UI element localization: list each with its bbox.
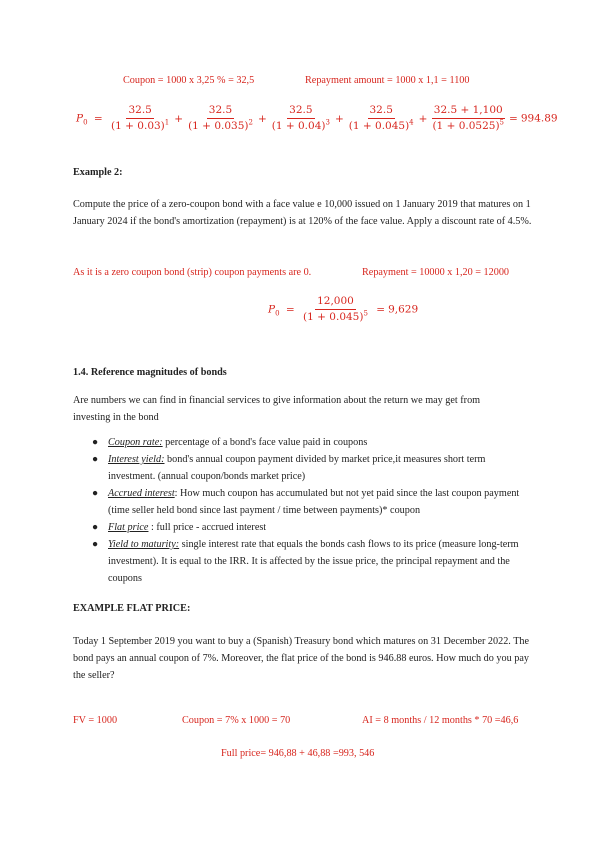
flat-price-body: Today 1 September 2019 you want to buy a (Spanish) Treasury bond which matures on 31 December 2022. The bond pays an annual coupon of 7%. Moreover, the flat price of the bond is 946.88 euros. How much do you pay the seller? (73, 636, 530, 681)
bullet-icon: ● (92, 488, 99, 499)
bullet-icon: ● (92, 522, 99, 533)
formula-lhs-sub: 0 (275, 309, 280, 318)
section-intro: Are numbers we can find in financial services to give information about the return we may get from investing in the bond (73, 395, 481, 423)
formula-term-4 (347, 104, 416, 133)
zero-coupon-formula (268, 295, 418, 324)
zero-coupon-note: As it is a zero coupon bond (strip) coupon payments are 0. (73, 267, 312, 278)
formula-lhs: P (76, 112, 84, 125)
list-item (92, 536, 522, 587)
magnitudes-list (92, 434, 522, 587)
formula-operator: + (418, 112, 428, 125)
formula-term-3 (270, 104, 332, 133)
formula-eq: = (376, 303, 386, 316)
term-label: Interest yield: (108, 454, 165, 465)
list-item (92, 519, 522, 536)
coupon-calculation: Coupon = 1000 x 3,25 % = 32,5 (123, 75, 255, 86)
term-definition: percentage of a bond's face value paid in coupons (162, 437, 368, 448)
list-item (92, 451, 522, 485)
flat-price-heading: EXAMPLE FLAT PRICE: (73, 603, 191, 614)
repayment-calculation: Repayment amount = 1000 x 1,1 = 1100 (305, 75, 470, 86)
formula-term-5 (430, 104, 506, 133)
term-numerator: 32.5 (126, 104, 153, 119)
formula-term-2 (186, 104, 255, 133)
term-definition: : full price - accrued interest (148, 522, 267, 533)
term-numerator: 32.5 (207, 104, 234, 119)
formula-result: 994.89 (520, 112, 558, 125)
formula-term-1 (109, 104, 171, 133)
term-label: Accrued interest (108, 488, 175, 499)
term-denominator: $(1 + 0.035)^2$ (188, 118, 253, 132)
formula-lhs-sub: 0 (83, 118, 88, 127)
term-label: Flat price (108, 522, 149, 533)
formula-operator: = (509, 112, 518, 125)
list-item (92, 434, 522, 451)
example-2-heading: Example 2: (73, 167, 123, 178)
term-definition: : How much coupon has accumulated but not yet paid since the last coupon payment (time seller held bond since last payment / time between payments)* coupon (108, 488, 520, 516)
formula-fraction (301, 295, 370, 324)
term-label: Yield to maturity: (108, 539, 180, 550)
term-definition: single interest rate that equals the bonds cash flows to its price (measure long-term investment). It is equal to the IRR. It is affected by the issue price, the principal repayment and the coupons (108, 539, 519, 584)
list-item (92, 485, 522, 519)
term-denominator: $(1 + 0.03)^1$ (111, 118, 170, 132)
bond-price-formula (76, 104, 558, 133)
formula-eq: = (285, 303, 295, 316)
formula-lhs: P (268, 303, 276, 316)
formula-result: 9,629 (388, 303, 419, 316)
coupon-value: Coupon = 7% x 1000 = 70 (182, 715, 291, 726)
full-price: Full price= 946,88 + 46,88 =993, 546 (221, 748, 375, 759)
section-heading: 1.4. Reference magnitudes of bonds (73, 367, 227, 378)
term-denominator: $(1 + 0.045)^4$ (348, 118, 414, 132)
term-denominator: $(1 + 0.045)^5$ (303, 309, 368, 323)
formula-operator: + (174, 112, 184, 125)
bullet-icon: ● (92, 437, 99, 448)
formula-eq: = (93, 112, 103, 125)
example-2-body: Compute the price of a zero-coupon bond with a face value e 10,000 issued on 1 January 2019 that matures on 1 January 2024 if the bond's amortization (repayment) is at 120% of the face value. Apply a discount rate of 4.5%. (73, 199, 532, 227)
face-value: FV = 1000 (73, 715, 118, 726)
term-numerator: 32.5 (287, 104, 314, 119)
term-definition: bond's annual coupon payment divided by market price,it measures short term investment. (annual coupon/bonds market price) (108, 454, 486, 482)
formula-operator: + (334, 112, 344, 125)
term-numerator: 32.5 (368, 104, 395, 119)
term-numerator: 32.5 + 1,100 (432, 104, 505, 119)
term-denominator: $(1 + 0.0525)^5$ (432, 118, 505, 132)
term-label: Coupon rate: (108, 437, 163, 448)
formula-operator: + (257, 112, 267, 125)
bullet-icon: ● (92, 454, 99, 465)
repayment-note: Repayment = 10000 x 1,20 = 12000 (362, 267, 510, 278)
term-denominator: $(1 + 0.04)^3$ (271, 118, 330, 132)
accrued-interest: AI = 8 months / 12 months * 70 =46,6 (362, 715, 519, 726)
bullet-icon: ● (92, 539, 99, 550)
term-numerator: 12,000 (315, 295, 356, 310)
